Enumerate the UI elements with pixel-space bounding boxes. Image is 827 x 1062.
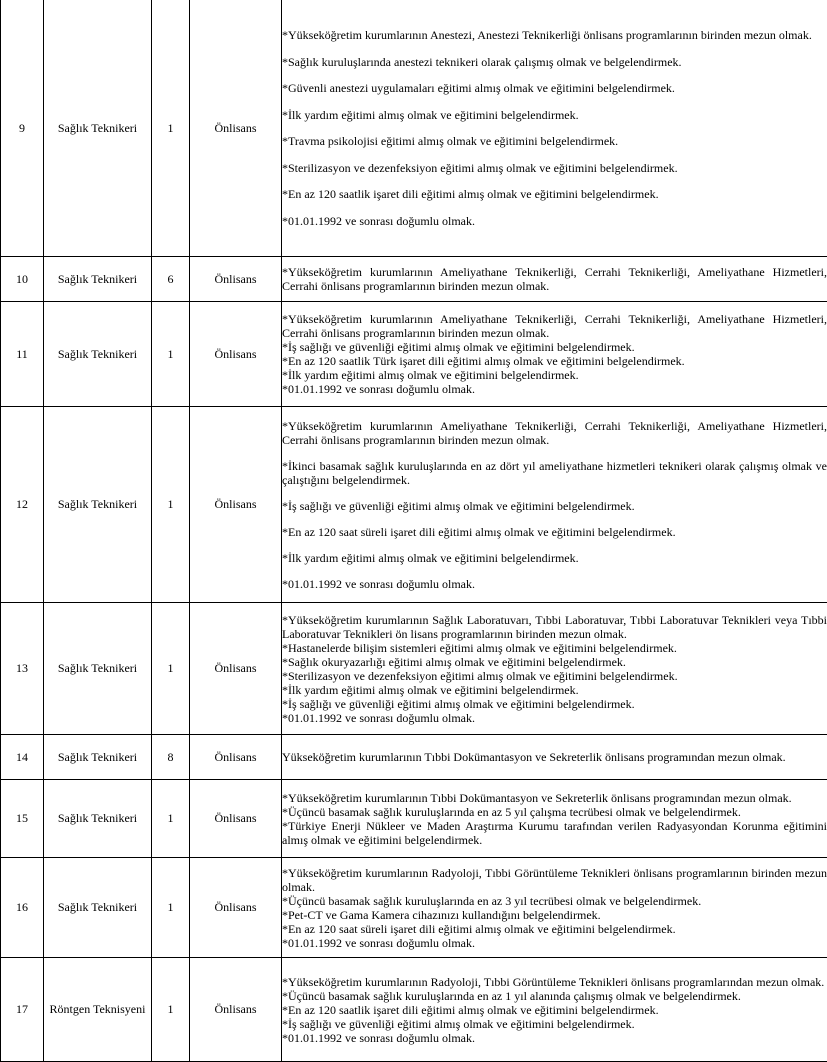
requirement-item: *Yükseköğretim kurumlarının Radyoloji, Tıbbi Görüntüleme Teknikleri önlisans programlarının birinden mezun olmak. [282, 866, 827, 894]
requirements-cell [282, 407, 827, 603]
requirement-item: *Sağlık kuruluşlarında anestezi teknikeri olarak çalışmış olmak ve belgelendirmek. [282, 55, 827, 69]
position-title: Sağlık Teknikeri [44, 780, 152, 858]
row-number: 13 [1, 603, 44, 735]
requirement-item: Yükseköğretim kurumlarının Tıbbi Dokümantasyon ve Sekreterlik önlisans programından mezun olmak. [282, 750, 827, 764]
table-row [1, 257, 827, 302]
requirements-cell [282, 0, 827, 257]
row-number: 10 [1, 257, 44, 302]
requirement-item: *Yükseköğretim kurumlarının Ameliyathane Teknikerliği, Cerrahi Teknikerliği, Ameliyathane Hizmetleri, Cerrahi önlisans programlarının birinden mezun olmak. [282, 419, 827, 447]
position-count: 1 [152, 858, 190, 958]
requirement-item: *01.01.1992 ve sonrası doğumlu olmak. [282, 936, 827, 950]
requirements-cell [282, 257, 827, 302]
table-row [1, 0, 827, 257]
table-row [1, 407, 827, 603]
requirement-item: *Üçüncü basamak sağlık kuruluşlarında en az 1 yıl alanında çalışmış olmak ve belgelendirmek. [282, 989, 827, 1003]
requirement-item: *İlk yardım eğitimi almış olmak ve eğitimini belgelendirmek. [282, 683, 827, 697]
education-level: Önlisans [190, 603, 282, 735]
position-count: 8 [152, 735, 190, 780]
position-title: Sağlık Teknikeri [44, 858, 152, 958]
requirement-item: *01.01.1992 ve sonrası doğumlu olmak. [282, 577, 827, 591]
requirement-item: *En az 120 saatlik Türk işaret dili eğitimi almış olmak ve eğitimini belgelendirmek. [282, 354, 827, 368]
requirement-item: *İş sağlığı ve güvenliği eğitimi almış olmak ve eğitimini belgelendirmek. [282, 499, 827, 513]
requirement-item: *Yükseköğretim kurumlarının Sağlık Laboratuvarı, Tıbbi Laboratuvar, Tıbbi Laboratuvar Teknikleri veya Tıbbi Laboratuvar Teknikleri ön lisans programlarının birinden mezun olmak. [282, 613, 827, 641]
position-title: Sağlık Teknikeri [44, 302, 152, 407]
requirement-item: *İlk yardım eğitimi almış olmak ve eğitimini belgelendirmek. [282, 108, 827, 122]
requirement-item: *En az 120 saatlik işaret dili eğitimi almış olmak ve eğitimini belgelendirmek. [282, 1003, 827, 1017]
requirement-item: *01.01.1992 ve sonrası doğumlu olmak. [282, 711, 827, 725]
requirement-item: *İlk yardım eğitimi almış olmak ve eğitimini belgelendirmek. [282, 551, 827, 565]
requirement-item: *Üçüncü basamak sağlık kuruluşlarında en az 5 yıl çalışma tecrübesi olmak ve belgelendirmek. [282, 805, 827, 819]
requirements-cell [282, 780, 827, 858]
requirement-item: *İkinci basamak sağlık kuruluşlarında en az dört yıl ameliyathane hizmetleri teknikeri olarak çalışmış olmak ve çalıştığını belgelendirmek. [282, 459, 827, 487]
position-count: 1 [152, 302, 190, 407]
requirement-item: *İş sağlığı ve güvenliği eğitimi almış olmak ve eğitimini belgelendirmek. [282, 1017, 827, 1031]
requirement-item: *En az 120 saat süreli işaret dili eğitimi almış olmak ve eğitimini belgelendirmek. [282, 525, 827, 539]
position-count: 1 [152, 958, 190, 1062]
education-level: Önlisans [190, 780, 282, 858]
requirement-item: *Yükseköğretim kurumlarının Radyoloji, Tıbbi Görüntüleme Teknikleri önlisans programlarından mezun olmak. [282, 975, 827, 989]
table-row [1, 780, 827, 858]
row-number: 15 [1, 780, 44, 858]
requirements-cell [282, 958, 827, 1062]
education-level: Önlisans [190, 735, 282, 780]
table-row [1, 735, 827, 780]
education-level: Önlisans [190, 958, 282, 1062]
table-row [1, 603, 827, 735]
position-count: 1 [152, 603, 190, 735]
requirement-item: *Sterilizasyon ve dezenfeksiyon eğitimi almış olmak ve eğitimini belgelendirmek. [282, 669, 827, 683]
row-number: 9 [1, 0, 44, 257]
requirement-item: *Yükseköğretim kurumlarının Ameliyathane Teknikerliği, Cerrahi Teknikerliği, Ameliyathane Hizmetleri, Cerrahi önlisans programlarının birinden mezun olmak. [282, 312, 827, 340]
row-number: 14 [1, 735, 44, 780]
requirement-item: *Sterilizasyon ve dezenfeksiyon eğitimi almış olmak ve eğitimini belgelendirmek. [282, 161, 827, 175]
education-level: Önlisans [190, 858, 282, 958]
requirements-cell [282, 302, 827, 407]
education-level: Önlisans [190, 257, 282, 302]
requirement-item: *Sağlık okuryazarlığı eğitimi almış olmak ve eğitimini belgelendirmek. [282, 655, 827, 669]
education-level: Önlisans [190, 302, 282, 407]
requirements-cell [282, 735, 827, 780]
requirements-cell [282, 603, 827, 735]
requirement-item: *İş sağlığı ve güvenliği eğitimi almış olmak ve eğitimini belgelendirmek. [282, 340, 827, 354]
requirement-item: *01.01.1992 ve sonrası doğumlu olmak. [282, 1031, 827, 1045]
position-title: Sağlık Teknikeri [44, 0, 152, 257]
position-count: 1 [152, 407, 190, 603]
position-count: 1 [152, 780, 190, 858]
table-row [1, 302, 827, 407]
requirements-cell [282, 858, 827, 958]
education-level: Önlisans [190, 0, 282, 257]
position-title: Röntgen Teknisyeni [44, 958, 152, 1062]
education-level: Önlisans [190, 407, 282, 603]
requirement-item: *Hastanelerde bilişim sistemleri eğitimi almış olmak ve eğitimini belgelendirmek. [282, 641, 827, 655]
requirement-item: *İş sağlığı ve güvenliği eğitimi almış olmak ve eğitimini belgelendirmek. [282, 697, 827, 711]
position-title: Sağlık Teknikeri [44, 257, 152, 302]
requirement-item: *Yükseköğretim kurumlarının Tıbbi Dokümantasyon ve Sekreterlik önlisans programından mezun olmak. [282, 791, 827, 805]
requirement-item: *Yükseköğretim kurumlarının Anestezi, Anestezi Teknikerliği önlisans programlarının birinden mezun olmak. [282, 28, 827, 42]
row-number: 17 [1, 958, 44, 1062]
requirement-item: *01.01.1992 ve sonrası doğumlu olmak. [282, 214, 827, 228]
position-count: 1 [152, 0, 190, 257]
requirement-item: *Yükseköğretim kurumlarının Ameliyathane Teknikerliği, Cerrahi Teknikerliği, Ameliyathane Hizmetleri, Cerrahi önlisans programlarının birinden mezun olmak. [282, 265, 827, 293]
requirement-item: *Pet-CT ve Gama Kamera cihazınızı kullandığını belgelendirmek. [282, 908, 827, 922]
requirement-item: *İlk yardım eğitimi almış olmak ve eğitimini belgelendirmek. [282, 368, 827, 382]
position-count: 6 [152, 257, 190, 302]
requirement-item: *Güvenli anestezi uygulamaları eğitimi almış olmak ve eğitimini belgelendirmek. [282, 81, 827, 95]
row-number: 12 [1, 407, 44, 603]
row-number: 16 [1, 858, 44, 958]
requirement-item: *En az 120 saat süreli işaret dili eğitimi almış olmak ve eğitimini belgelendirmek. [282, 922, 827, 936]
requirement-item: *Türkiye Enerji Nükleer ve Maden Araştırma Kurumu tarafından verilen Radyasyondan Korunma eğitimini almış olmak ve eğitimini belgelendirmek. [282, 819, 827, 847]
table-row [1, 958, 827, 1062]
positions-table-body [1, 0, 827, 1062]
position-title: Sağlık Teknikeri [44, 735, 152, 780]
row-number: 11 [1, 302, 44, 407]
requirement-item: *Travma psikolojisi eğitimi almış olmak ve eğitimini belgelendirmek. [282, 134, 827, 148]
requirement-item: *01.01.1992 ve sonrası doğumlu olmak. [282, 382, 827, 396]
requirement-item: *Üçüncü basamak sağlık kuruluşlarında en az 3 yıl tecrübesi olmak ve belgelendirmek. [282, 894, 827, 908]
position-title: Sağlık Teknikeri [44, 407, 152, 603]
requirement-item: *En az 120 saatlik işaret dili eğitimi almış olmak ve eğitimini belgelendirmek. [282, 187, 827, 201]
table-row [1, 858, 827, 958]
position-title: Sağlık Teknikeri [44, 603, 152, 735]
